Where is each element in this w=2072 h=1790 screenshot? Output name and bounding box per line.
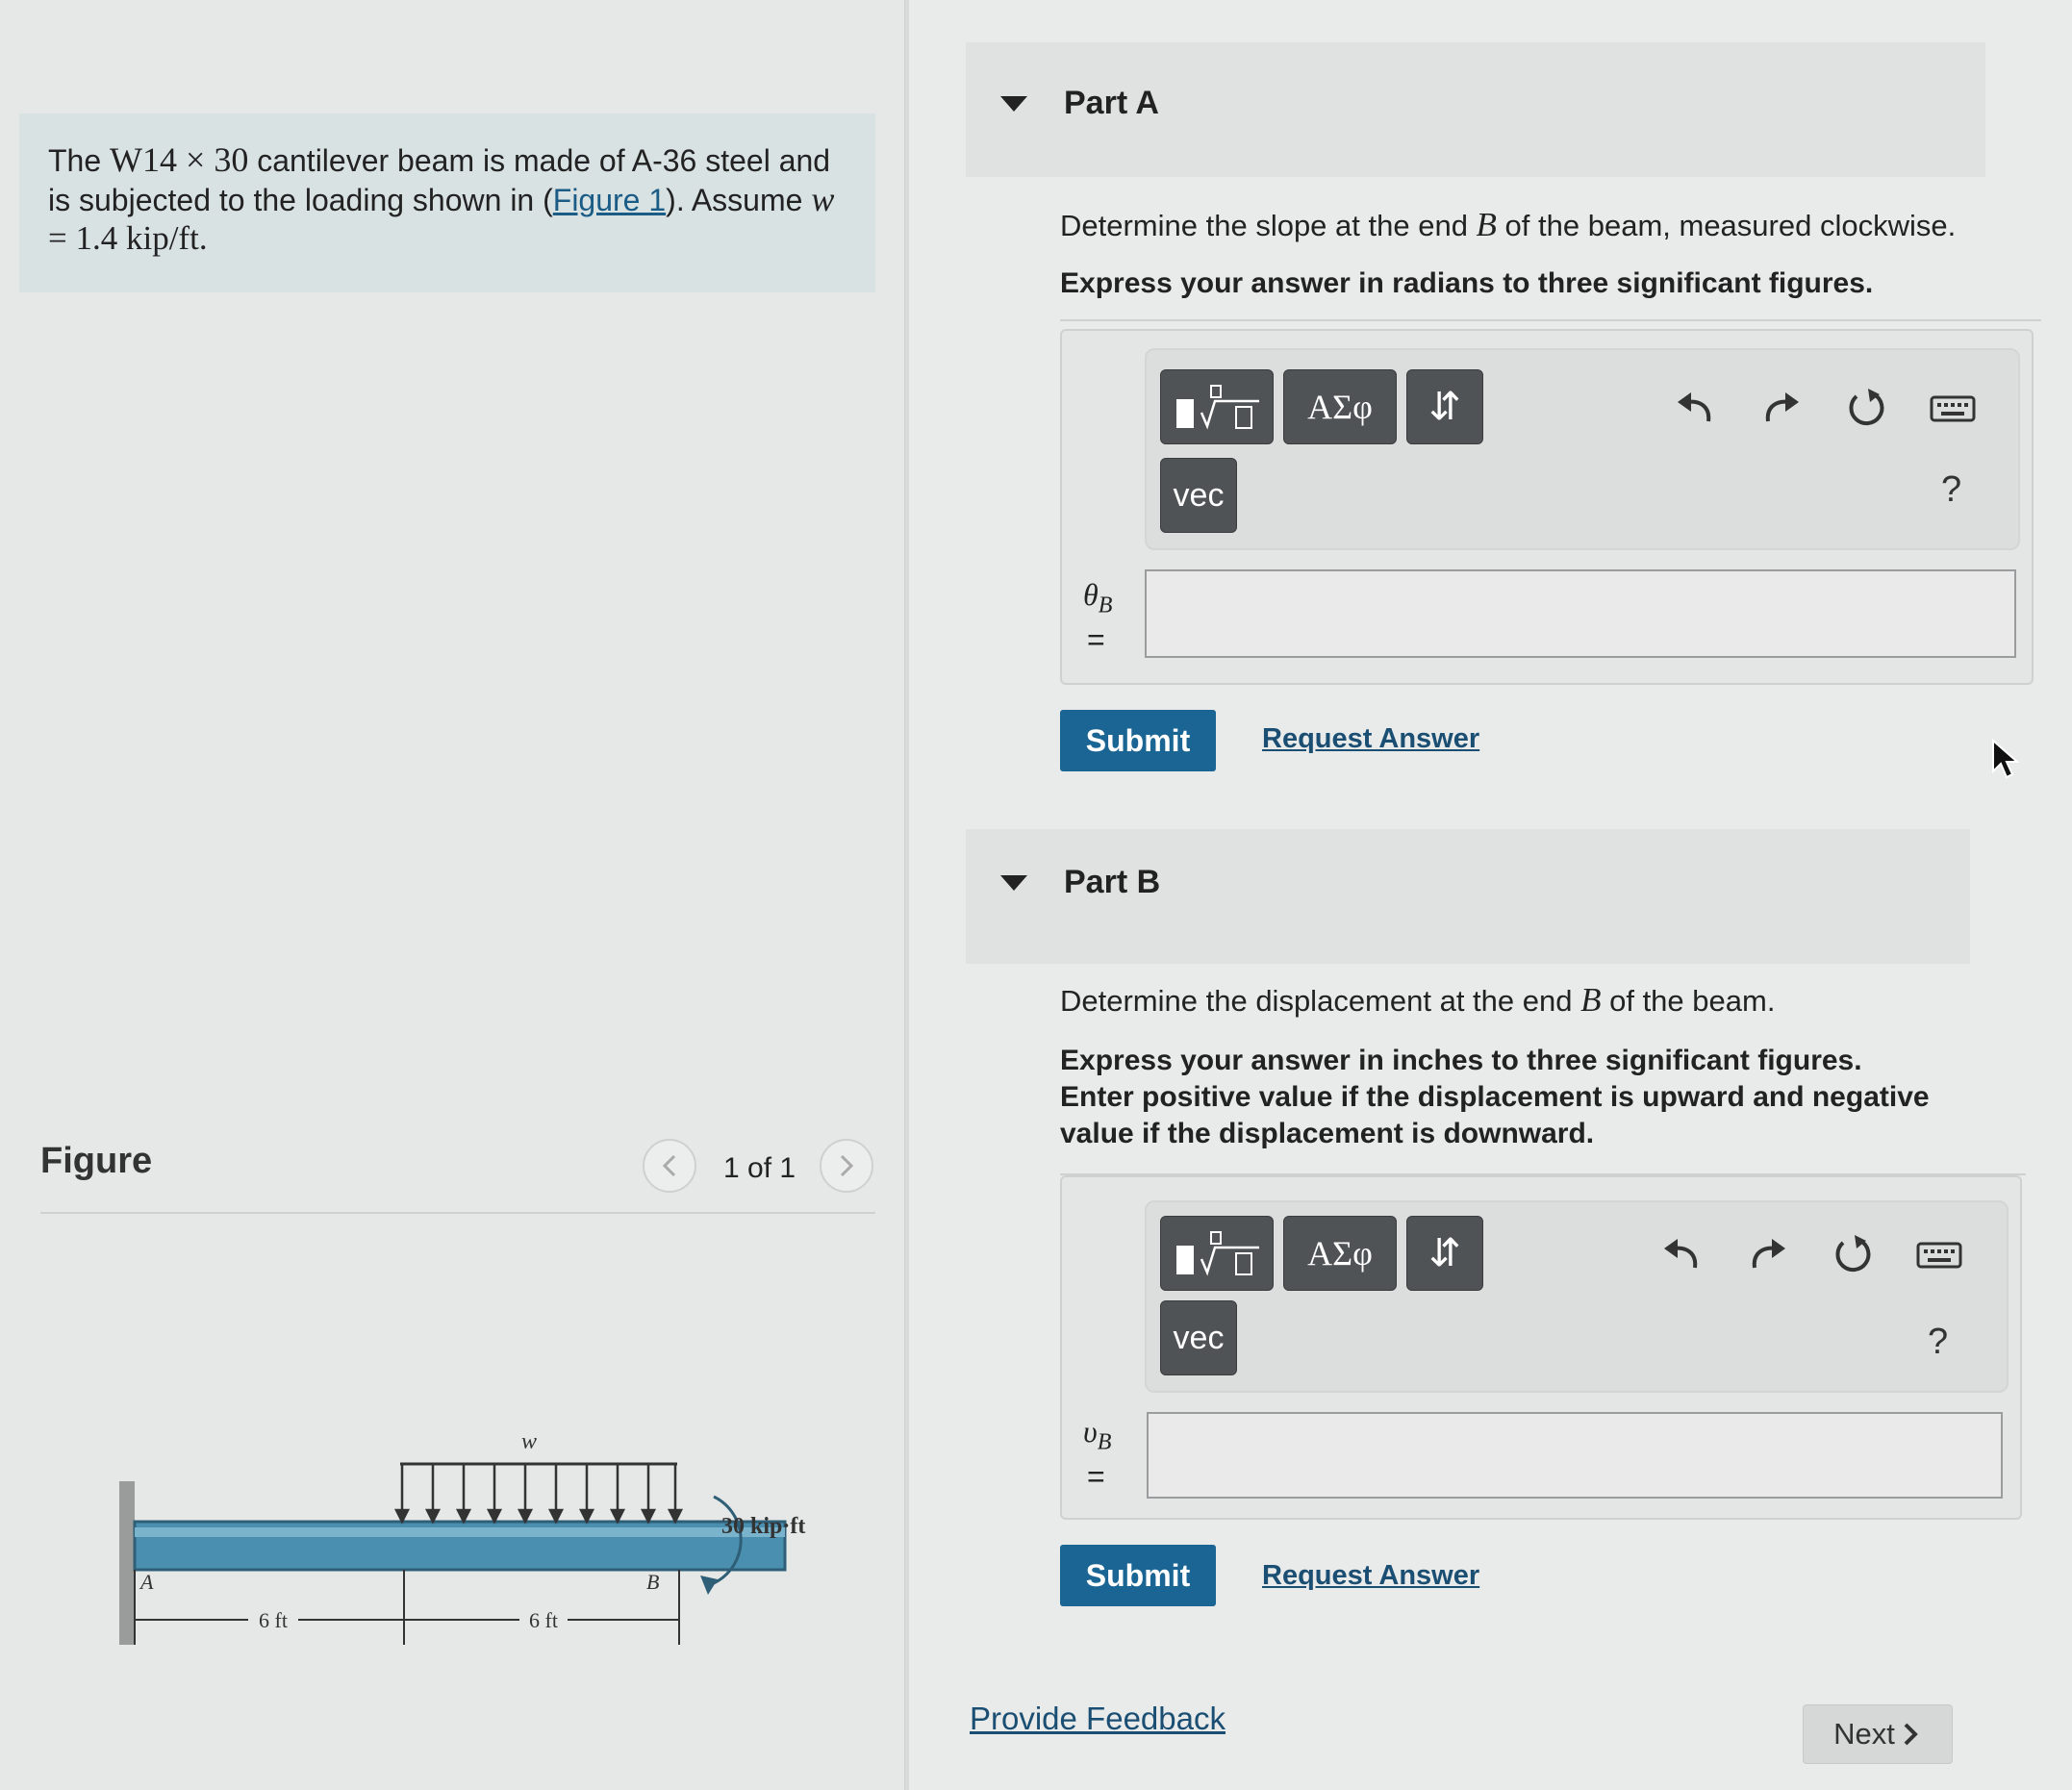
reset-icon	[1845, 387, 1887, 429]
part-b-variable-label	[1083, 1414, 1141, 1494]
w-value: = 1.4 kip/ft.	[48, 219, 208, 257]
arrows-button[interactable]: ⇵	[1406, 369, 1483, 444]
distributed-load-arrows	[396, 1464, 681, 1522]
undo-icon	[1660, 1235, 1703, 1273]
help-icon[interactable]: ?	[1941, 469, 1962, 510]
next-figure-button[interactable]	[820, 1139, 873, 1193]
part-a-title: Part A	[1064, 85, 1159, 121]
part-a-math-toolbar	[1145, 348, 2020, 550]
part-b-instructions-line-3: value if the displacement is downward.	[1060, 1118, 1595, 1149]
next-button[interactable]	[1803, 1704, 1953, 1764]
part-b-question-post: of the beam.	[1601, 984, 1776, 1018]
keyboard-button[interactable]	[1924, 379, 1982, 437]
problem-text-mid: cantilever beam is made of A-36 steel and is subjected to the loading shown in (	[48, 143, 831, 217]
part-b-request-answer-link[interactable]: Request Answer	[1262, 1560, 1480, 1591]
upsilon-symbol: υ	[1083, 1414, 1098, 1449]
dim-left-label: 6 ft	[259, 1608, 288, 1632]
figure-divider	[40, 1212, 875, 1214]
upsilon-subscript: B	[1097, 1429, 1112, 1455]
moment-label: 30 kip·ft	[721, 1514, 806, 1539]
undo-button[interactable]	[1653, 1225, 1710, 1283]
point-a-label: A	[140, 1570, 154, 1594]
keyboard-icon	[1916, 1240, 1962, 1269]
fixed-wall	[119, 1481, 135, 1645]
provide-feedback-link[interactable]: Provide Feedback	[970, 1701, 1226, 1736]
help-icon[interactable]: ?	[1928, 1322, 1949, 1362]
greek-symbols-button[interactable]: ΑΣφ	[1283, 1216, 1397, 1291]
templates-button[interactable]	[1160, 1216, 1274, 1291]
part-b-question-pre: Determine the displacement at the end	[1060, 984, 1581, 1018]
collapse-triangle-icon[interactable]	[1000, 875, 1027, 891]
chevron-right-icon	[836, 1153, 857, 1178]
arrows-button[interactable]: ⇵	[1406, 1216, 1483, 1291]
part-b-instructions-line-2: Enter positive value if the displacement is upward and negative	[1060, 1081, 1930, 1113]
redo-icon	[1747, 1235, 1789, 1273]
keyboard-icon	[1930, 393, 1976, 422]
part-a-submit-button[interactable]: Submit	[1060, 710, 1216, 771]
greek-symbols-button[interactable]: ΑΣφ	[1283, 369, 1397, 444]
part-b-math-toolbar	[1145, 1200, 2009, 1393]
point-b-label: B	[646, 1570, 660, 1594]
part-b-submit-button[interactable]: Submit	[1060, 1545, 1216, 1606]
fraction-sqrt-template-icon	[1171, 380, 1263, 434]
part-b-title: Part B	[1064, 864, 1161, 900]
part-b-question-var: B	[1580, 981, 1602, 1019]
part-b-equals: =	[1087, 1459, 1105, 1495]
part-a-variable-label	[1083, 577, 1141, 657]
part-b-answer-input[interactable]	[1147, 1412, 2003, 1499]
moment-arrowhead	[700, 1576, 718, 1595]
redo-button[interactable]	[1739, 1225, 1797, 1283]
next-button-label: Next	[1833, 1717, 1895, 1751]
part-a-question-post: of the beam, measured clockwise.	[1496, 209, 1957, 242]
figure-page-indicator: 1 of 1	[723, 1152, 796, 1184]
part-a-rule	[1060, 319, 2041, 321]
fraction-sqrt-template-icon	[1171, 1226, 1263, 1280]
vector-button[interactable]: vec	[1160, 458, 1237, 533]
column-divider[interactable]	[904, 0, 909, 1790]
part-a-equals: =	[1087, 622, 1105, 658]
part-a-answer-input[interactable]	[1145, 569, 2016, 658]
part-a-request-answer-link[interactable]: Request Answer	[1262, 723, 1480, 754]
part-b-header[interactable]	[966, 829, 1970, 964]
keyboard-button[interactable]	[1910, 1225, 1968, 1283]
part-a-instructions: Express your answer in radians to three significant figures.	[1060, 267, 1874, 299]
undo-icon	[1674, 389, 1716, 427]
part-b-question	[1060, 981, 1775, 1020]
load-label: w	[520, 1429, 538, 1454]
dim-right-label: 6 ft	[529, 1608, 558, 1632]
vector-button[interactable]: vec	[1160, 1300, 1237, 1375]
beam-designation: W14 × 30	[110, 140, 249, 179]
chevron-right-icon	[1901, 1722, 1922, 1747]
part-b-instructions-line-1: Express your answer in inches to three significant figures.	[1060, 1045, 1862, 1076]
beam-flange-highlight	[135, 1527, 785, 1537]
undo-button[interactable]	[1666, 379, 1724, 437]
reset-icon	[1832, 1233, 1874, 1275]
part-a-header[interactable]	[966, 42, 1985, 177]
redo-icon	[1760, 389, 1803, 427]
part-b-instructions	[1060, 1043, 2022, 1152]
part-a-question-var: B	[1476, 206, 1497, 243]
theta-symbol: θ	[1083, 577, 1099, 612]
figure-link[interactable]: Figure 1	[552, 183, 667, 217]
problem-statement	[48, 140, 856, 258]
mouse-cursor-icon	[1991, 739, 2020, 781]
redo-button[interactable]	[1753, 379, 1810, 437]
problem-text-post: ). Assume	[666, 183, 812, 217]
theta-subscript: B	[1098, 592, 1113, 618]
problem-text-pre: The	[48, 143, 111, 178]
part-a-question-pre: Determine the slope at the end	[1060, 209, 1477, 242]
w-symbol: w	[811, 180, 835, 218]
part-a-question	[1060, 206, 1956, 244]
reset-button[interactable]	[1824, 1225, 1882, 1283]
previous-figure-button[interactable]	[643, 1139, 696, 1193]
reset-button[interactable]	[1837, 379, 1895, 437]
collapse-triangle-icon[interactable]	[1000, 96, 1027, 112]
figure-heading: Figure	[40, 1141, 153, 1181]
beam-figure[interactable]	[106, 1414, 837, 1654]
templates-button[interactable]	[1160, 369, 1274, 444]
chevron-left-icon	[659, 1153, 680, 1178]
